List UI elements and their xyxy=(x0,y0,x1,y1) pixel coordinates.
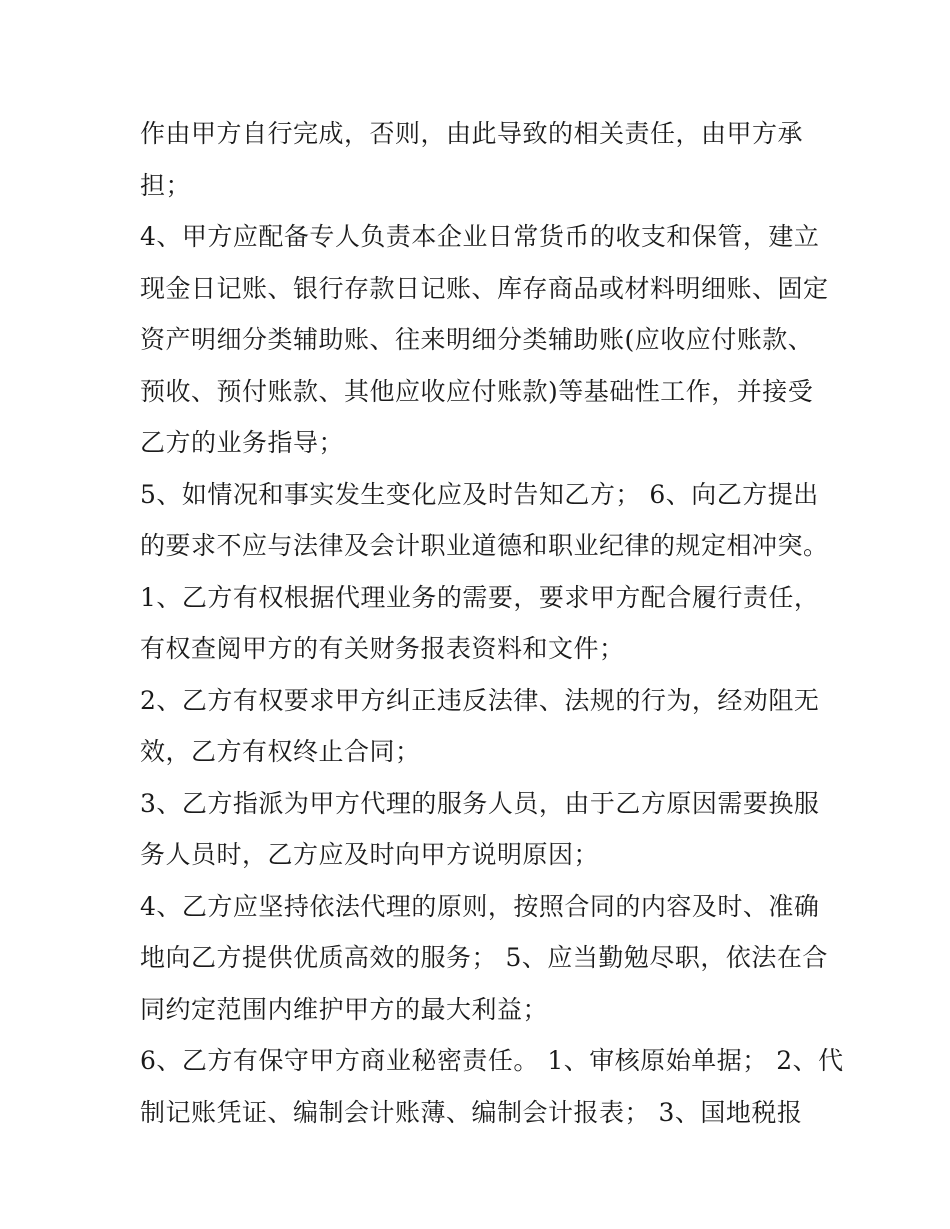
text-line: 乙方的业务指导； xyxy=(140,428,345,457)
text-line: 2、乙方有权要求甲方纠正违反法律、法规的行为，经劝阻无 xyxy=(140,685,820,715)
text-line: 4、乙方应坚持依法代理的原则，按照合同的内容及时、准确 xyxy=(140,891,820,921)
text-line: 担； xyxy=(140,170,192,200)
text-line: 6、乙方有保守甲方商业秘密责任。 1、审核原始单据； 2、代 xyxy=(140,1046,844,1075)
text-line: 3、乙方指派为甲方代理的服务人员，由于乙方原因需要换服 xyxy=(140,788,820,818)
text-line: 的要求不应与法律及会计职业道德和职业纪律的规定相冲突。 xyxy=(140,531,829,560)
text-line: 资产明细分类辅助账、往来明细分类辅助账(应收应付账款、 xyxy=(140,325,814,354)
text-line: 效，乙方有权终止合同； xyxy=(140,737,421,766)
text-line: 同约定范围内维护甲方的最大利益； xyxy=(140,994,549,1024)
text-line: 地向乙方提供优质高效的服务； 5、应当勤勉尽职，依法在合 xyxy=(140,943,828,972)
text-line: 预收、预付账款、其他应收应付账款)等基础性工作，并接受 xyxy=(140,376,814,406)
text-line: 制记账凭证、编制会计账薄、编制会计报表； 3、国地税报 xyxy=(140,1097,803,1127)
text-line: 5、如情况和事实发生变化应及时告知乙方； 6、向乙方提出 xyxy=(140,479,819,509)
text-line: 务人员时，乙方应及时向甲方说明原因； xyxy=(140,840,600,869)
text-line: 作由甲方自行完成，否则，由此导致的相关责任，由甲方承 xyxy=(140,119,804,148)
text-line: 1、乙方有权根据代理业务的需要，要求甲方配合履行责任， xyxy=(140,582,820,612)
text-line: 有权查阅甲方的有关财务报表资料和文件； xyxy=(140,634,625,663)
text-line: 4、甲方应配备专人负责本企业日常货币的收支和保管，建立 xyxy=(140,222,820,251)
text-line: 现金日记账、银行存款日记账、库存商品或材料明细账、固定 xyxy=(140,273,829,303)
contract-text xyxy=(140,108,844,1138)
